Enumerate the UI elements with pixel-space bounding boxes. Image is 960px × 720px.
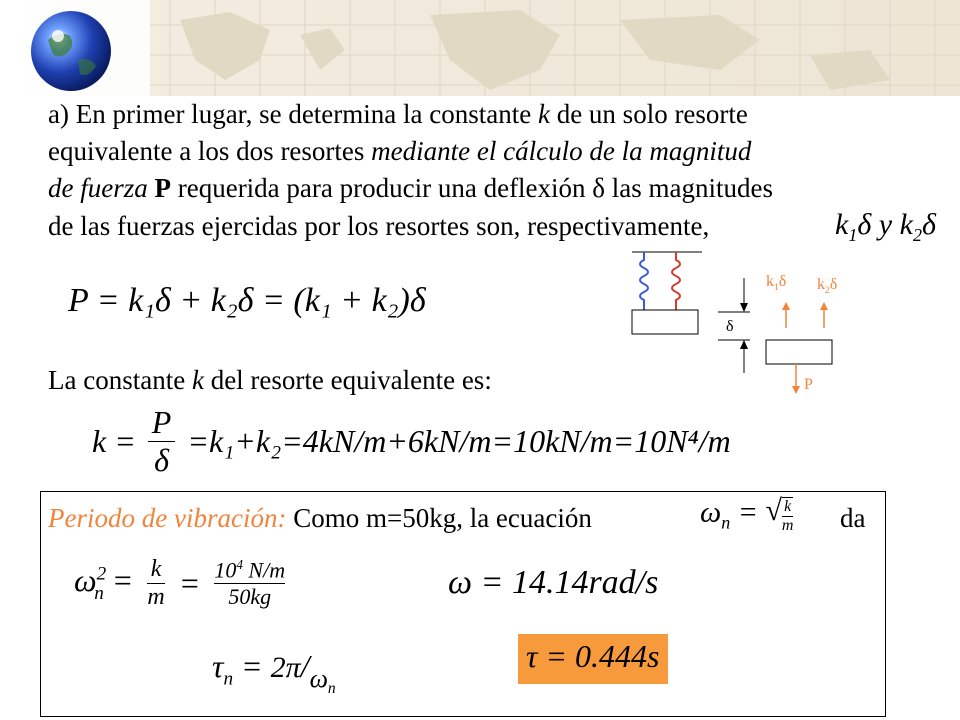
text-line-3a: de fuerza — [48, 173, 148, 203]
eq-part: δ — [921, 208, 936, 241]
eq-k1-y-k2 — [835, 208, 936, 246]
var-k-2: k — [191, 365, 204, 395]
label-k2-delta — [817, 276, 837, 296]
label-k1-delta-sym: δ — [778, 273, 787, 290]
box-text-a: Como m=50kg, la ecuación — [286, 503, 592, 533]
eq-tau-result: τ = 0.444s — [526, 638, 660, 674]
box-text-da: da — [840, 503, 866, 533]
eq-part: 2 — [912, 225, 922, 245]
eq-omega-result: ω = 14.14rad/s — [448, 564, 659, 601]
text-line-1 — [48, 96, 748, 132]
block-2 — [766, 340, 832, 364]
box-title: Periodo de vibración: — [48, 503, 287, 533]
text-line-3c: las magnitudes — [605, 173, 774, 203]
label-k2-delta-sym: δ — [829, 276, 838, 293]
text-line-3 — [48, 170, 773, 206]
eq-part: δ — [857, 208, 872, 241]
text-line-3b: requerida para producir una deflexión — [170, 173, 593, 203]
text-line-2b: mediante el cálculo de la magnitud — [371, 136, 752, 166]
label-k2-sub: 2 — [825, 285, 830, 297]
text-line-5 — [48, 362, 492, 398]
text-line-2 — [48, 133, 751, 169]
eq-part: y — [871, 208, 900, 241]
eq-tau: $\tau_n = 2\pi/_{\omega_n}$ — [212, 648, 336, 698]
globe-icon — [30, 10, 112, 92]
delta-symbol: δ — [592, 173, 606, 203]
label-k1-sub: 1 — [774, 282, 779, 294]
label-k1-delta — [766, 273, 786, 293]
text-line-5b: del resorte equivalente es: — [203, 365, 492, 395]
eq-omega-sqrt: $\omega_n$ = √ $\frac{k}{m}$ — [700, 494, 794, 535]
text-line-4-text: de las fuerzas ejercidas por los resortes son, respectivamente, — [48, 211, 710, 241]
var-k: k — [537, 99, 550, 129]
eq-k-result: =k₁+k₂=4kN/m+6kN/m=10kN/m=10N⁴/m — [187, 423, 731, 459]
spring-2 — [672, 252, 680, 310]
spring-diagram — [620, 248, 870, 408]
eq-part: 1 — [848, 225, 858, 245]
eq-part: k — [835, 208, 849, 241]
equation-k: k = $\frac{P}{\delta}$ =k₁+k₂=4kN/m+6kN/m=10kN/m=10N⁴/m — [92, 404, 731, 478]
label-k2-letter: k — [817, 276, 825, 293]
text-line-2a: equivalente a los dos resortes — [48, 136, 372, 166]
eq-part: k — [899, 208, 913, 241]
text-line-1a: a) En primer lugar, se determina la constante — [48, 99, 538, 129]
equation-P — [68, 282, 426, 320]
block-1 — [632, 310, 698, 334]
eq-omega-squared: $\omega^2_n$ = $\frac{k}{m}$ = $\frac{10^4 N/m}{50kg}$ — [74, 556, 286, 610]
label-P: P — [804, 376, 813, 393]
var-P: P — [154, 173, 171, 203]
label-delta: δ — [726, 318, 734, 335]
text-line-5a: La constante — [48, 365, 192, 395]
map-banner — [0, 0, 960, 96]
eq-P-text: P = k₁δ + k₂δ = (k₁ + k₂)δ — [68, 282, 426, 319]
text-line-4 — [48, 208, 709, 244]
box-line-1 — [48, 500, 592, 536]
text-line-1b: de un solo resorte — [549, 99, 748, 129]
label-k1-letter: k — [766, 273, 774, 290]
spring-1 — [640, 252, 648, 310]
